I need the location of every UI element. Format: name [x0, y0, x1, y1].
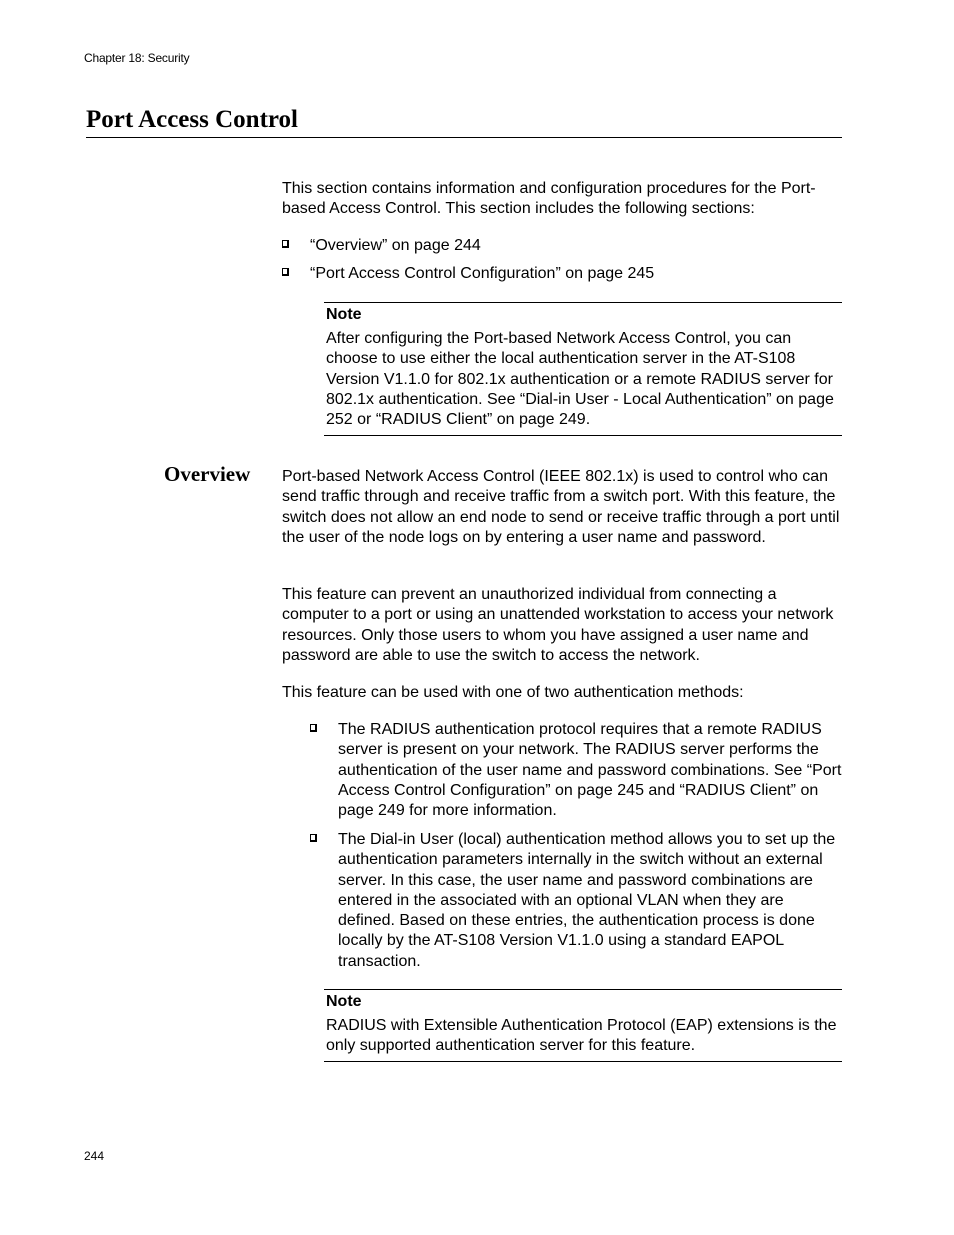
- running-head: Chapter 18: Security: [84, 51, 190, 65]
- port-access-config-link[interactable]: “Port Access Control Configuration” on page 245: [310, 265, 655, 282]
- overview-text: This feature can prevent an unauthorized individual from connecting a computer to a port or using an unattended workstation to access your network resources. Only those users to whom you have assigned a user name and password are able to use the switch to access the network.: [282, 586, 834, 664]
- checkbox-bullet-icon: [310, 834, 317, 842]
- overview-text: Port-based Network Access Control (IEEE 802.1x) is used to control who can send traffic through and receive traffic from a switch port. With this feature, the switch does not allow an end node to send or receive traffic through a port until the user of the node logs on by entering a user name and password.: [282, 468, 840, 546]
- note-label: Note: [326, 993, 362, 1010]
- checkbox-bullet-icon: [282, 240, 289, 248]
- overview-link[interactable]: “Overview” on page 244: [310, 237, 481, 254]
- checkbox-bullet-icon: [310, 724, 317, 732]
- method-text: The Dial-in User (local) authentication method allows you to set up the authentication parameters internally in the switch without an external server. In this case, the user name and password combinations are entered in the associated with an optional VLAN when they are defined. Based on these entries, the authentication process is done locally by the AT-S108 Version V1.1.0 using a standard EAPOL transaction.: [338, 831, 836, 970]
- note-box: [324, 302, 842, 436]
- intro-paragraph: [282, 179, 842, 220]
- overview-heading: Overview: [164, 462, 251, 486]
- overview-paragraph: [282, 585, 842, 666]
- overview-paragraph: [282, 467, 842, 548]
- note-box: [324, 989, 842, 1062]
- note-label: Note: [326, 306, 362, 323]
- intro-text: This section contains information and configuration procedures for the Port-based Access Control. This section includes the following sections:: [282, 180, 816, 218]
- note-text: RADIUS with Extensible Authentication Protocol (EAP) extensions is the only supported authentication server for this feature.: [326, 1017, 837, 1055]
- section-title: Port Access Control: [86, 106, 842, 138]
- method-text: The RADIUS authentication protocol requires that a remote RADIUS server is present on your network. The RADIUS server performs the authentication of the user name and password combinations. See “Port Access Control Configuration” on page 245 and “RADIUS Client” on page 249 for more information.: [338, 721, 842, 820]
- checkbox-bullet-icon: [282, 268, 289, 276]
- note-text: After configuring the Port-based Network Access Control, you can choose to use either the local authentication server in the AT-S108 Version V1.1.0 for 802.1x authentication or a remote RADIUS server for 802.1x authentication. See “Dial-in User - Local Authentication” on page 252 or “RADIUS Client” on page 249.: [326, 330, 834, 429]
- overview-paragraph: [282, 683, 842, 703]
- overview-text: This feature can be used with one of two authentication methods:: [282, 684, 744, 701]
- page-number: 244: [84, 1149, 105, 1163]
